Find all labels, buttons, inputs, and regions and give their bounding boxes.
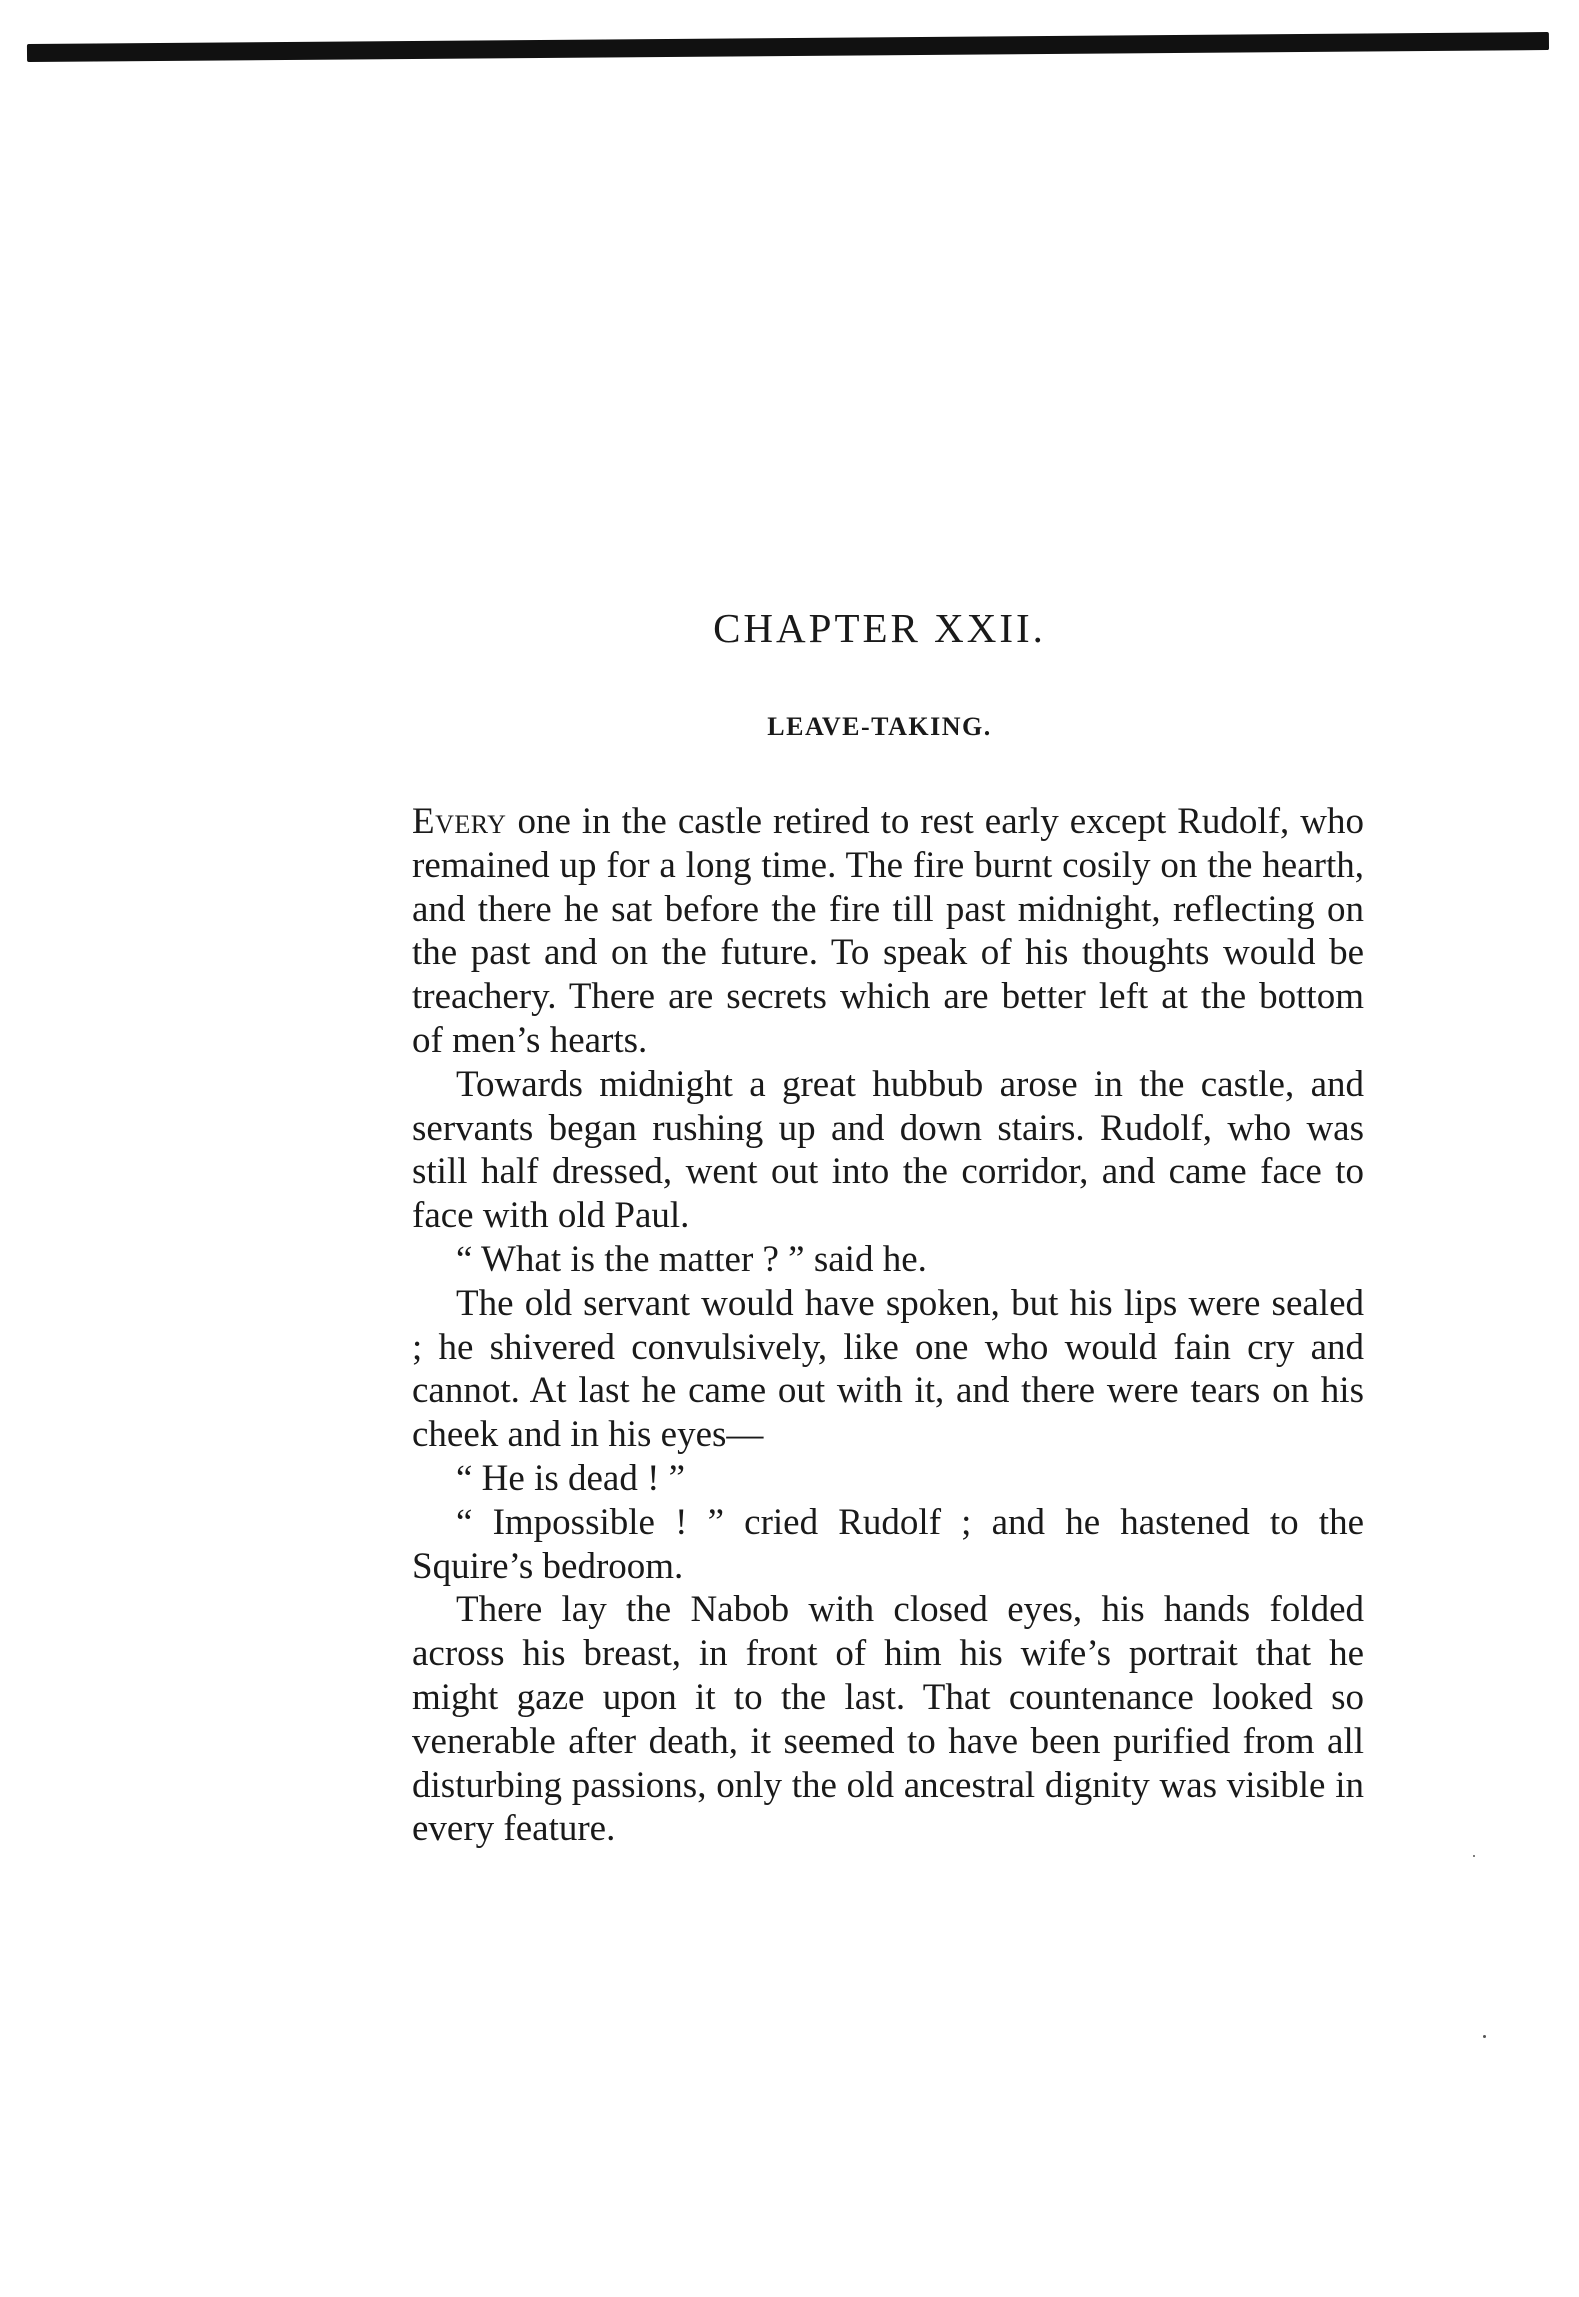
- paragraph-4: The old servant would have spoken, but his lips were sealed ; he shivered convulsively, like one who would fain cry and cannot. At last he came out with it, and there were tears on his cheek and in his eyes—: [412, 1282, 1364, 1456]
- chapter-subtitle: LEAVE-TAKING.: [767, 712, 992, 741]
- paragraph-2: Towards midnight a great hubbub arose in the castle, and servants began rushing up and down stairs. Rudolf, who was still half dressed, went out into the corridor, and came face to face with old Paul.: [412, 1063, 1364, 1237]
- chapter-title: CHAPTER XXII.: [713, 605, 1046, 651]
- scan-speck: [1483, 2035, 1486, 2038]
- paragraph-5: “ He is dead ! ”: [456, 1457, 686, 1499]
- paragraph-3: “ What is the matter ? ” said he.: [456, 1238, 927, 1280]
- chapter-body: [412, 800, 1364, 1851]
- scan-speck: [1473, 1855, 1475, 1857]
- paragraph-1: [412, 800, 1364, 1063]
- paragraph-lead-word: Every: [412, 801, 507, 842]
- top-rule: [27, 32, 1549, 62]
- paragraph-6: “ Impossible ! ” cried Rudolf ; and he hastened to the Squire’s bedroom.: [412, 1501, 1364, 1587]
- paragraph-7: There lay the Nabob with closed eyes, his hands folded across his breast, in front of him his wife’s portrait that he might gaze upon it to the last. That countenance looked so venerable after death, it seemed to have been purified from all disturbing passions, only the old ancestral dignity was visible in every feature.: [412, 1589, 1364, 1850]
- paragraph-text: one in the castle retired to rest early except Rudolf, who remained up for a long time. The fire burnt cosily on the hearth, and there he sat before the fire till past midnight, reflecting on the past and on the future. To speak of his thoughts would be treachery. There are secrets which are better left at the bottom of men’s hearts.: [412, 801, 1364, 1061]
